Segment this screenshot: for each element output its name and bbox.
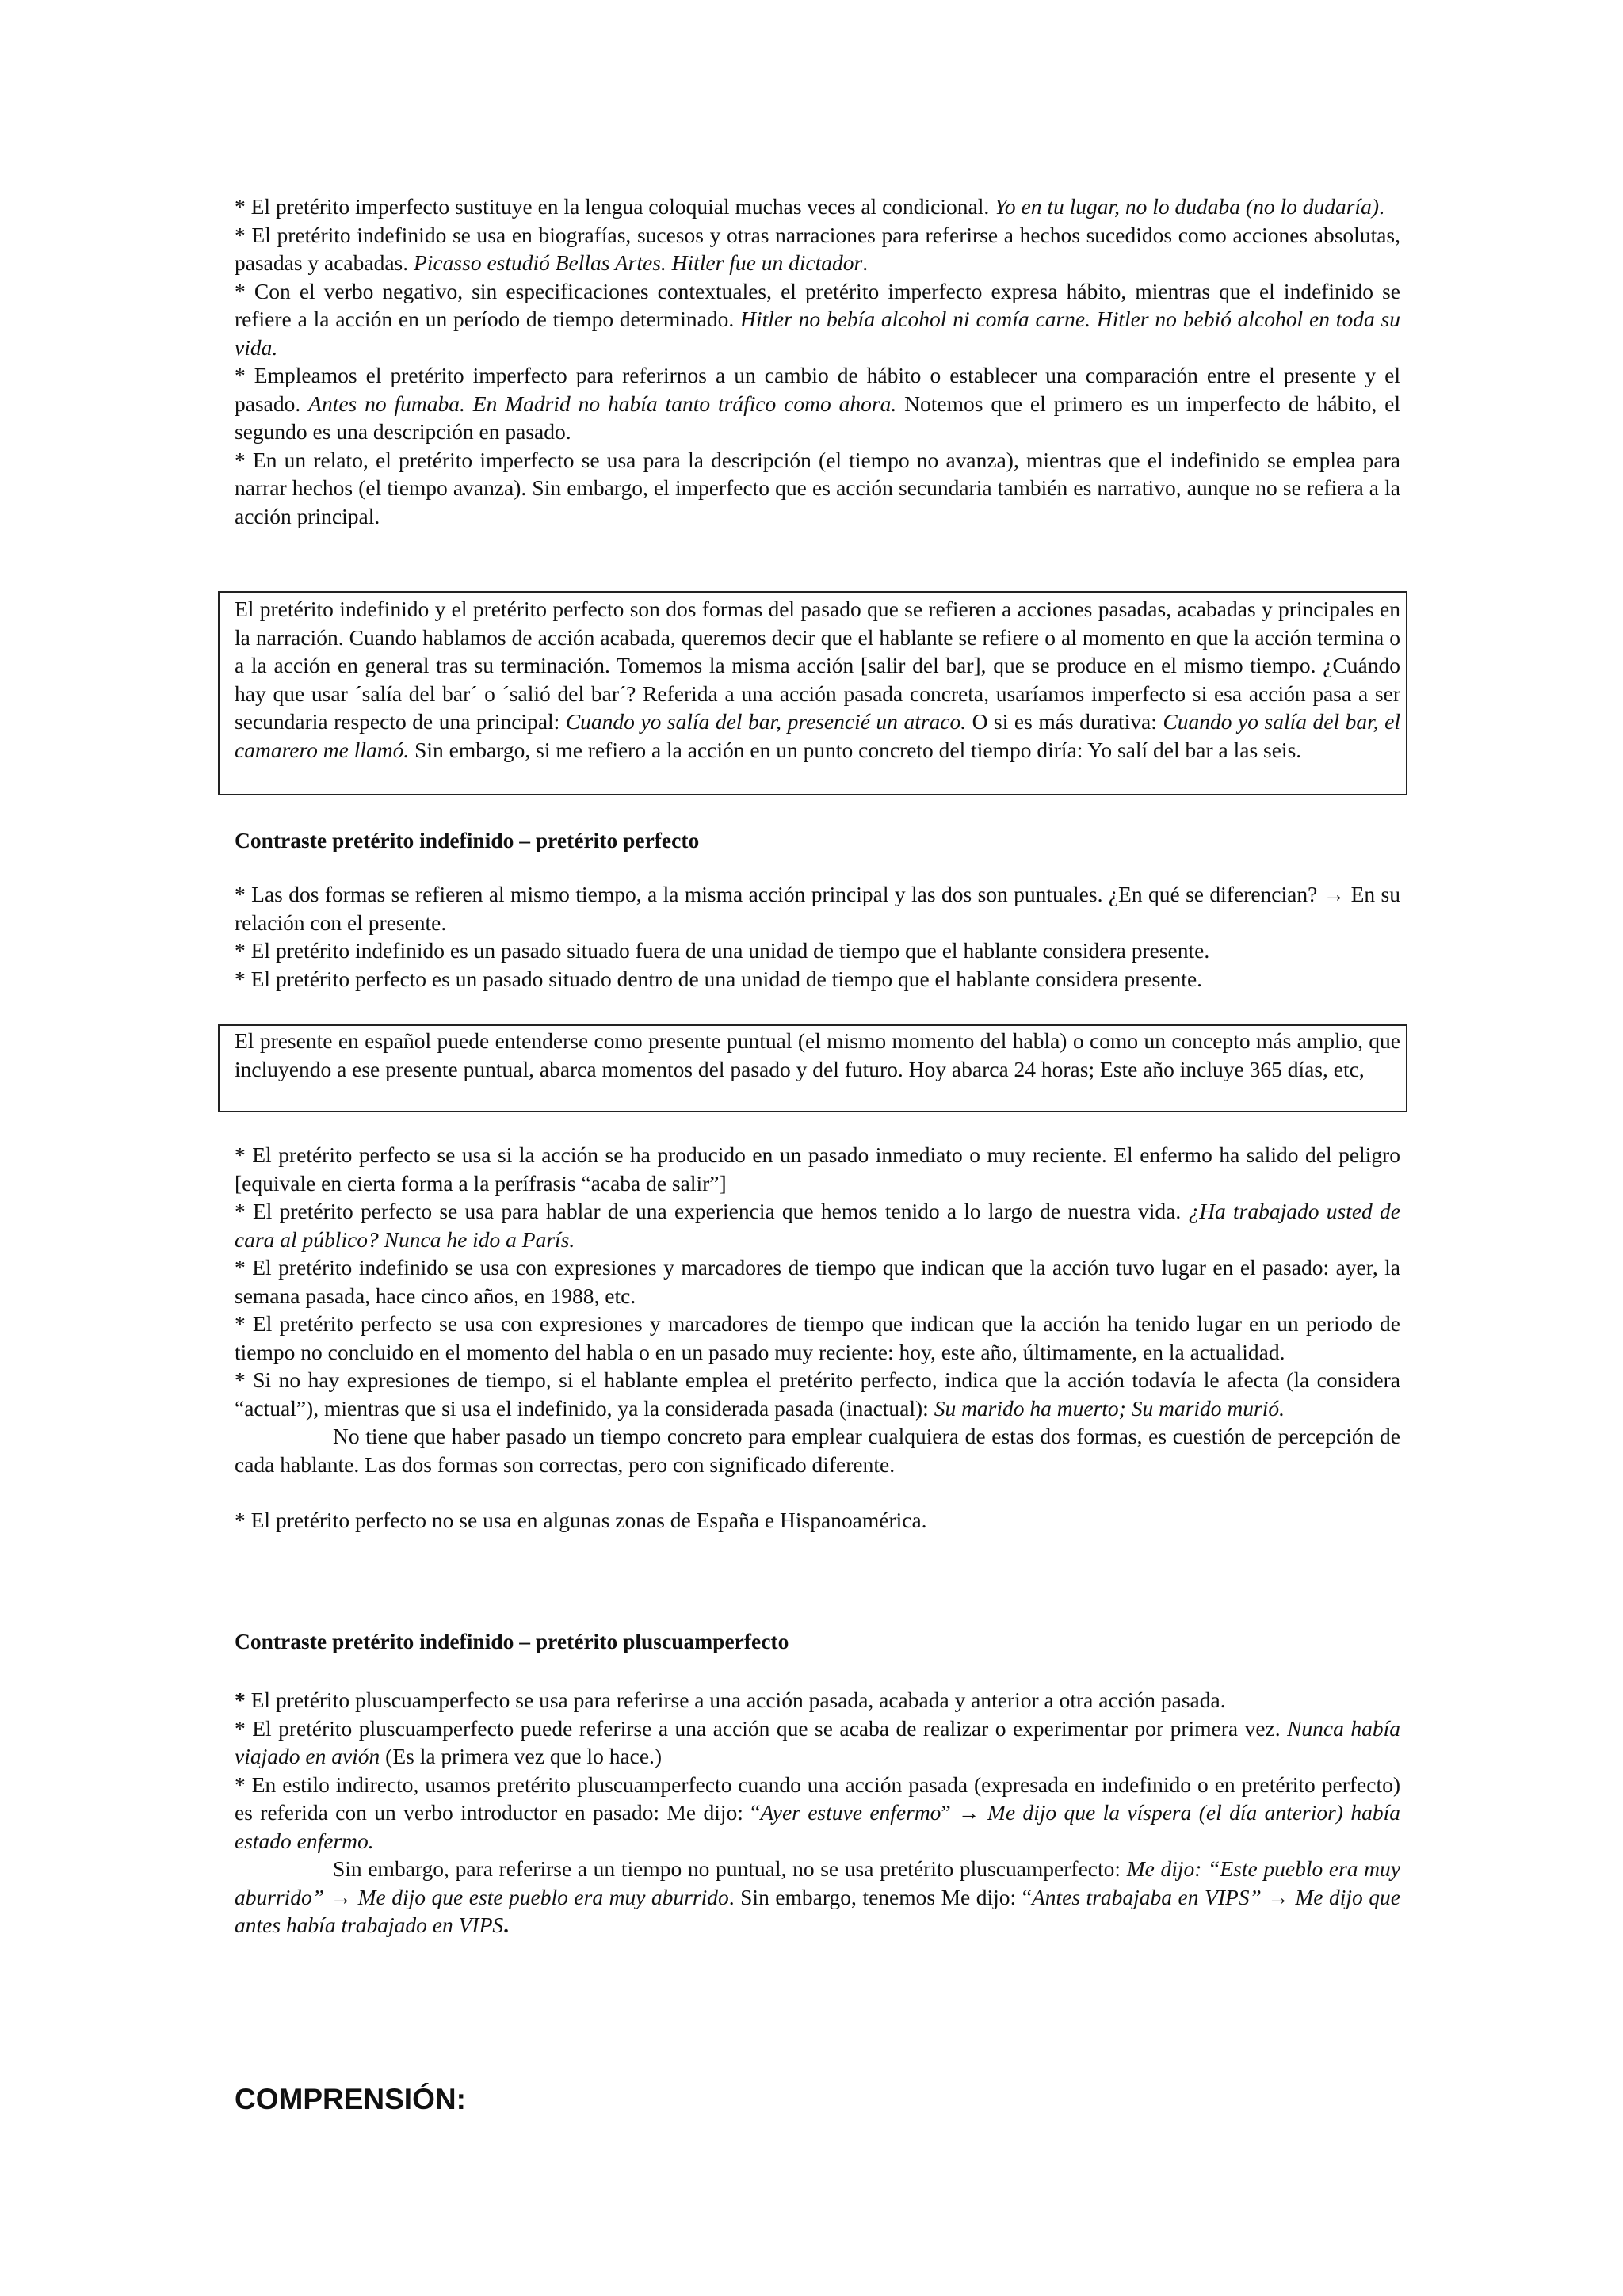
paragraph: Sin embargo, para referirse a un tiempo no puntual, no se usa pretérito pluscuamperfecto: Me dijo: “Este pueblo era muy aburrido” → Me dijo que este pueblo era muy aburrido. Sin embargo, tenemos Me dijo: “Antes trabajaba en VIPS” → Me dijo que antes había trabajado en VIPS. [235,1856,1401,1937]
paragraph: * El pretérito perfecto es un pasado situado dentro de una unidad de tiempo que el hablante considera presente. [235,966,1203,991]
text-block-pluscuamperfecto [235,1686,1400,1939]
paragraph: * El pretérito imperfecto sustituye en la lengua coloquial muchas veces al condicional. Yo en tu lugar, no lo dudaba (no lo dudaría). [235,194,1384,219]
info-box-presente [235,1027,1400,1083]
paragraph: * Con el verbo negativo, sin especificaciones contextuales, el pretérito imperfecto expresa hábito, mientras que el indefinido se refiere a la acción en un período de tiempo determinado. Hitler no bebía alcohol ni comía carne. Hitler no bebió alcohol en toda su vida. [235,278,1400,360]
text-block-contraste [235,880,1400,993]
paragraph: * El pretérito perfecto no se usa en algunas zonas de España e Hispanoamérica. [235,1508,927,1532]
paragraph: * Las dos formas se refieren al mismo tiempo, a la misma acción principal y las dos son puntuales. ¿En qué se diferencian? → En su relación con el presente. [235,882,1400,935]
paragraph: * El pretérito perfecto se usa si la acción se ha producido en un pasado inmediato o muy reciente. El enfermo ha salido del peligro [equivale en cierta forma a la perífrasis “acaba de salir”] [235,1142,1400,1196]
paragraph: * El pretérito pluscuamperfecto puede referirse a una acción que se acaba de realizar o experimentar por primera vez. Nunca había viajado en avión (Es la primera vez que lo hace.) [235,1715,1400,1768]
text-block-imperfecto-indefinido [235,193,1400,530]
paragraph: No tiene que haber pasado un tiempo concreto para emplear cualquiera de estas dos formas, es cuestión de percepción de cada hablante. Las dos formas son correctas, pero con significado diferente. [235,1424,1400,1477]
section-heading: Contraste pretérito indefinido – pretérito perfecto [235,828,700,852]
section-title: COMPRENSIÓN: [235,2083,466,2115]
section-heading: Contraste pretérito indefinido – pretérito pluscuamperfecto [235,1629,789,1653]
paragraph: * El pretérito indefinido es un pasado situado fuera de una unidad de tiempo que el hablante considera presente. [235,938,1210,963]
paragraph: El pretérito indefinido y el pretérito perfecto son dos formas del pasado que se refieren a acciones pasadas, acabadas y principales en la narración. Cuando hablamos de acción acabada, queremos decir que el hablante se refiere o al momento en que la acción termina o a la acción en general tras su terminación. Tomemos la misma acción [salir del bar], que se produce en el mismo tiempo. ¿Cuándo hay que usar ´salía del bar´ o ´salió del bar´? Referida a una acción pasada concreta, usaríamos imperfecto si esa acción pasa a ser secundaria respecto de una principal: Cuando yo salía del bar, presencié un atraco. O si es más durativa: Cuando yo salía del bar, el camarero me llamó. Sin embargo, si me refiero a la acción en un punto concreto del tiempo diría: Yo salí del bar a las seis. [235,597,1400,762]
paragraph: * Si no hay expresiones de tiempo, si el hablante emplea el pretérito perfecto, indica que la acción todavía le afecta (la considera “actual”), mientras que si usa el indefinido, ya la considerada pasada (inactual): Su marido ha muerto; Su marido murió. [235,1367,1400,1421]
paragraph: * El pretérito perfecto se usa con expresiones y marcadores de tiempo que indican que la acción ha tenido lugar en un periodo de tiempo no concluido en el momento del habla o en un pasado muy reciente: hoy, este año, últimamente, en la actualidad. [235,1311,1400,1364]
paragraph: * Empleamos el pretérito imperfecto para referirnos a un cambio de hábito o establecer una comparación entre el presente y el pasado. Antes no fumaba. En Madrid no había tanto tráfico como ahora. Notemos que el primero es un imperfecto de hábito, el segundo es una descripción en pasado. [235,363,1400,444]
paragraph: * En estilo indirecto, usamos pretérito pluscuamperfecto cuando una acción pasada (expresada en indefinido o en pretérito perfecto) es referida con un verbo introductor en pasado: Me dijo: “Ayer estuve enfermo” → Me dijo que la víspera (el día anterior) había estado enfermo. [235,1772,1400,1853]
paragraph: * En un relato, el pretérito imperfecto se usa para la descripción (el tiempo no avanza), mientras que el indefinido se emplea para narrar hechos (el tiempo avanza). Sin embargo, el imperfecto que es acción secundaria también es narrativo, aunque no se refiera a la acción principal. [235,447,1400,528]
paragraph: * El pretérito indefinido se usa en biografías, sucesos y otras narraciones para referirse a hechos sucedidos como acciones absolutas, pasadas y acabadas. Picasso estudió Bellas Artes. Hitler fue un dictador. [235,222,1400,275]
paragraph: * El pretérito pluscuamperfecto se usa para referirse a una acción pasada, acabada y anterior a otra acción pasada. [235,1688,1226,1712]
info-box-indefinido-perfecto [235,595,1400,764]
paragraph: * El pretérito perfecto se usa para hablar de una experiencia que hemos tenido a lo largo de nuestra vida. ¿Ha trabajado usted de cara al público? Nunca he ido a París. [235,1199,1400,1252]
text-block-perfecto-usos [235,1141,1400,1535]
paragraph: * El pretérito indefinido se usa con expresiones y marcadores de tiempo que indican que la acción tuvo lugar en el pasado: ayer, la semana pasada, hace cinco años, en 1988, etc. [235,1255,1400,1308]
paragraph: El presente en español puede entenderse como presente puntual (el mismo momento del habla) o como un concepto más amplio, que incluyendo a ese presente puntual, abarca momentos del pasado y del futuro. Hoy abarca 24 horas; Este año incluye 365 días, etc, [235,1028,1400,1081]
